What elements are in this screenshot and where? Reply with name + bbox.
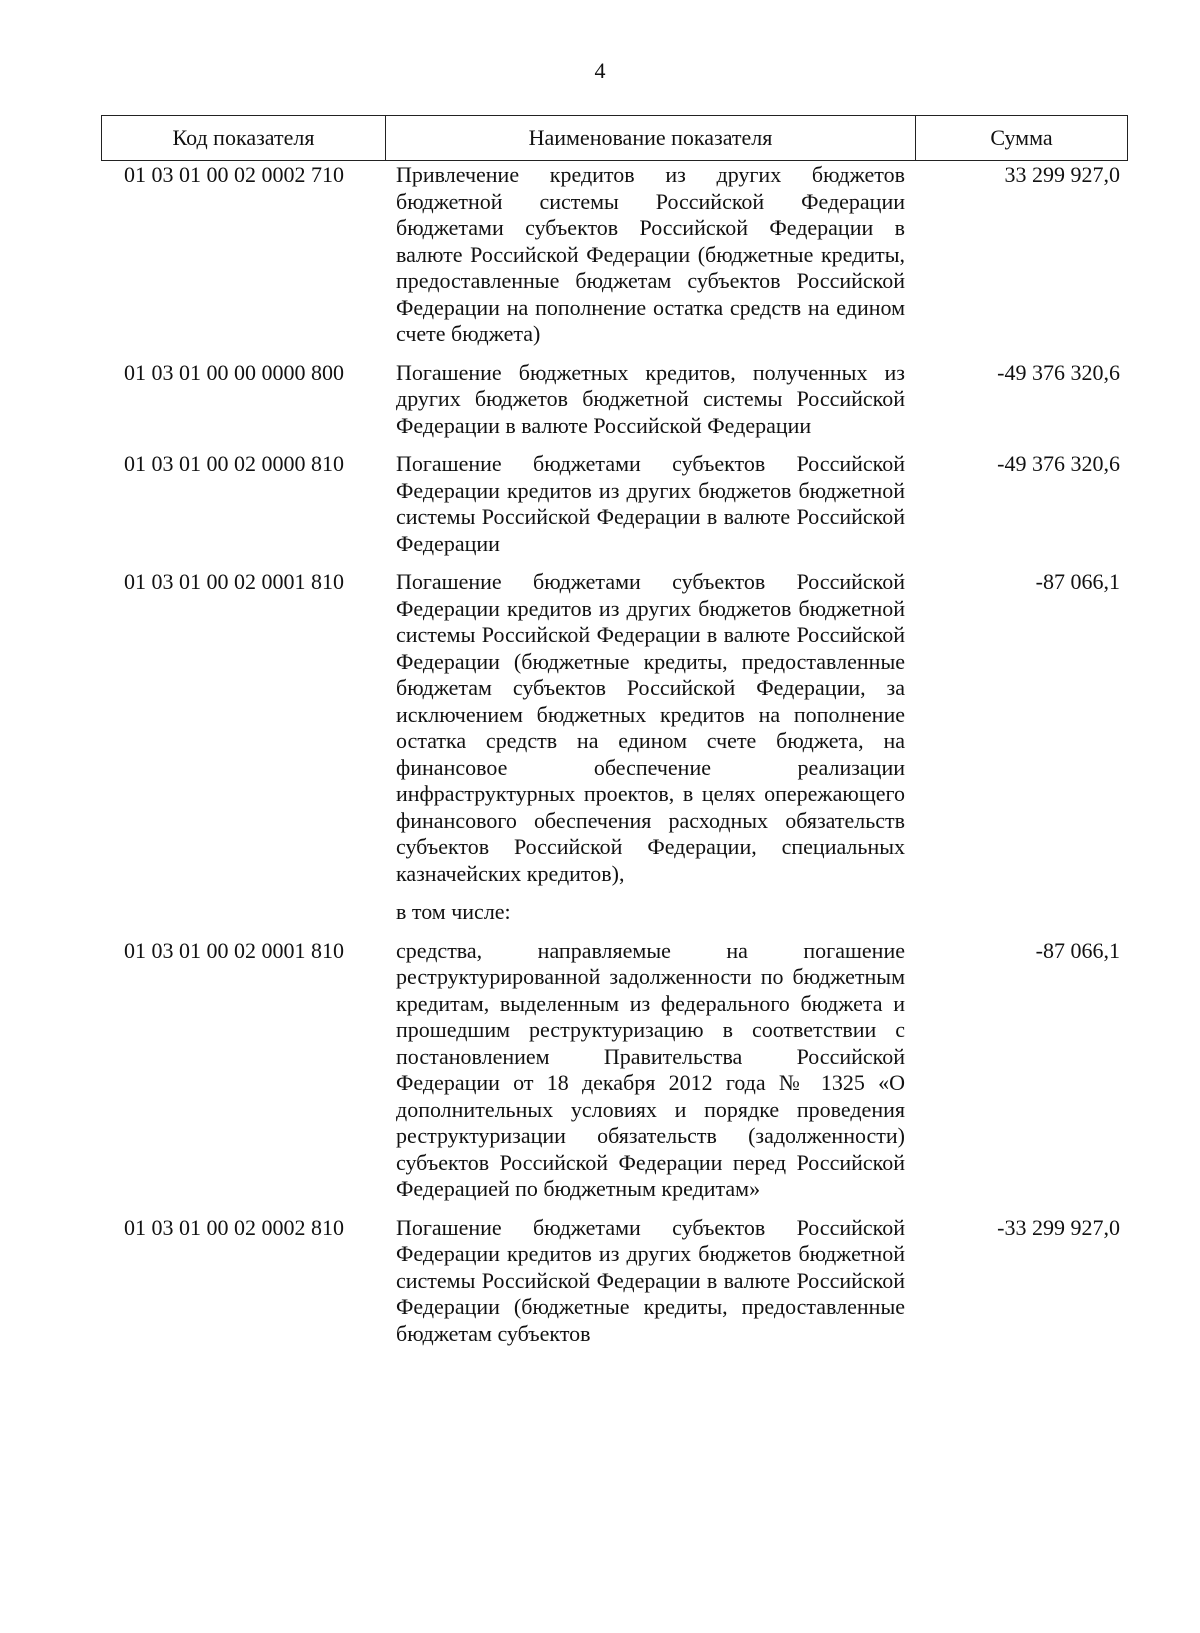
row-code: 01 03 01 00 02 0002 710 [124,162,344,187]
table-body [101,162,1128,1359]
table-header [101,115,1128,161]
row-name: Погашение бюджетных кредитов, полученных из других бюджетов бюджетной системы Российской Федерации в валюте Российской Федерации [396,359,905,438]
table-row [101,360,1128,440]
page-number: 4 [594,58,606,83]
row-sum: -33 299 927,0 [997,1214,1120,1240]
row-code: 01 03 01 00 02 0002 810 [124,1214,344,1240]
row-code: 01 03 01 00 02 0001 810 [124,937,344,963]
table-row [101,451,1128,557]
header-sum: Сумма [990,125,1053,150]
table-row [101,938,1128,1203]
row-name: Погашение бюджетами субъектов Российской Федерации кредитов из других бюджетов бюджетной системы Российской Федерации в валюте Российской Федерации (бюджетные кредиты, предоставленные бюджетам субъектов Российской Федерации, за исключением бюджетных кредитов на пополнение остатка средств на едином счете бюджета, на финансовое обеспечение реализации инфраструктурных проектов, в целях опережающего финансового обеспечения расходных обязательств субъектов Российской Федерации, специальных казначейских кредитов), [396,569,905,886]
row-code: 01 03 01 00 02 0001 810 [124,569,344,594]
row-name: в том числе: [396,899,511,924]
row-sum: -87 066,1 [1035,937,1120,963]
table-row [101,569,1128,887]
row-sum: -49 376 320,6 [997,359,1120,385]
row-sum [915,899,1128,926]
row-sum: -87 066,1 [1035,569,1120,594]
header-name: Наименование показателя [386,116,916,160]
row-sum: 33 299 927,0 [1004,162,1120,187]
row-code: 01 03 01 00 02 0000 810 [124,451,344,476]
row-name: средства, направляемые на погашение реструктурированной задолженности по бюджетным кредитам, выделенным из федерального бюджета и прошедшим реструктуризацию в соответствии с постановлением Правительства Российской Федерации от 18 декабря 2012 года № 1325 «О дополнительных условиях и порядке проведения реструктуризации обязательств (задолженности) субъектов Российской Федерации перед Российской Федерацией по бюджетным кредитам» [396,937,905,1201]
row-name: Погашение бюджетами субъектов Российской Федерации кредитов из других бюджетов бюджетной системы Российской Федерации в валюте Российской Федерации [396,451,905,556]
row-name: Привлечение кредитов из других бюджетов бюджетной системы Российской Федерации бюджетами субъектов Российской Федерации в валюте Российской Федерации (бюджетные кредиты, предоставленные бюджетам субъектов Российской Федерации на пополнение остатка средств на едином счете бюджета) [396,162,905,346]
table-row [101,1215,1128,1348]
row-code: 01 03 01 00 00 0000 800 [124,359,344,385]
row-name: Погашение бюджетами субъектов Российской Федерации кредитов из других бюджетов бюджетной системы Российской Федерации в валюте Российской Федерации (бюджетные кредиты, предоставленные бюджетам субъектов [396,1214,905,1346]
row-code [101,899,385,926]
header-code: Код показателя [102,116,386,160]
table-row-subheading [101,899,1128,926]
row-sum: -49 376 320,6 [997,451,1120,476]
table-row [101,162,1128,348]
